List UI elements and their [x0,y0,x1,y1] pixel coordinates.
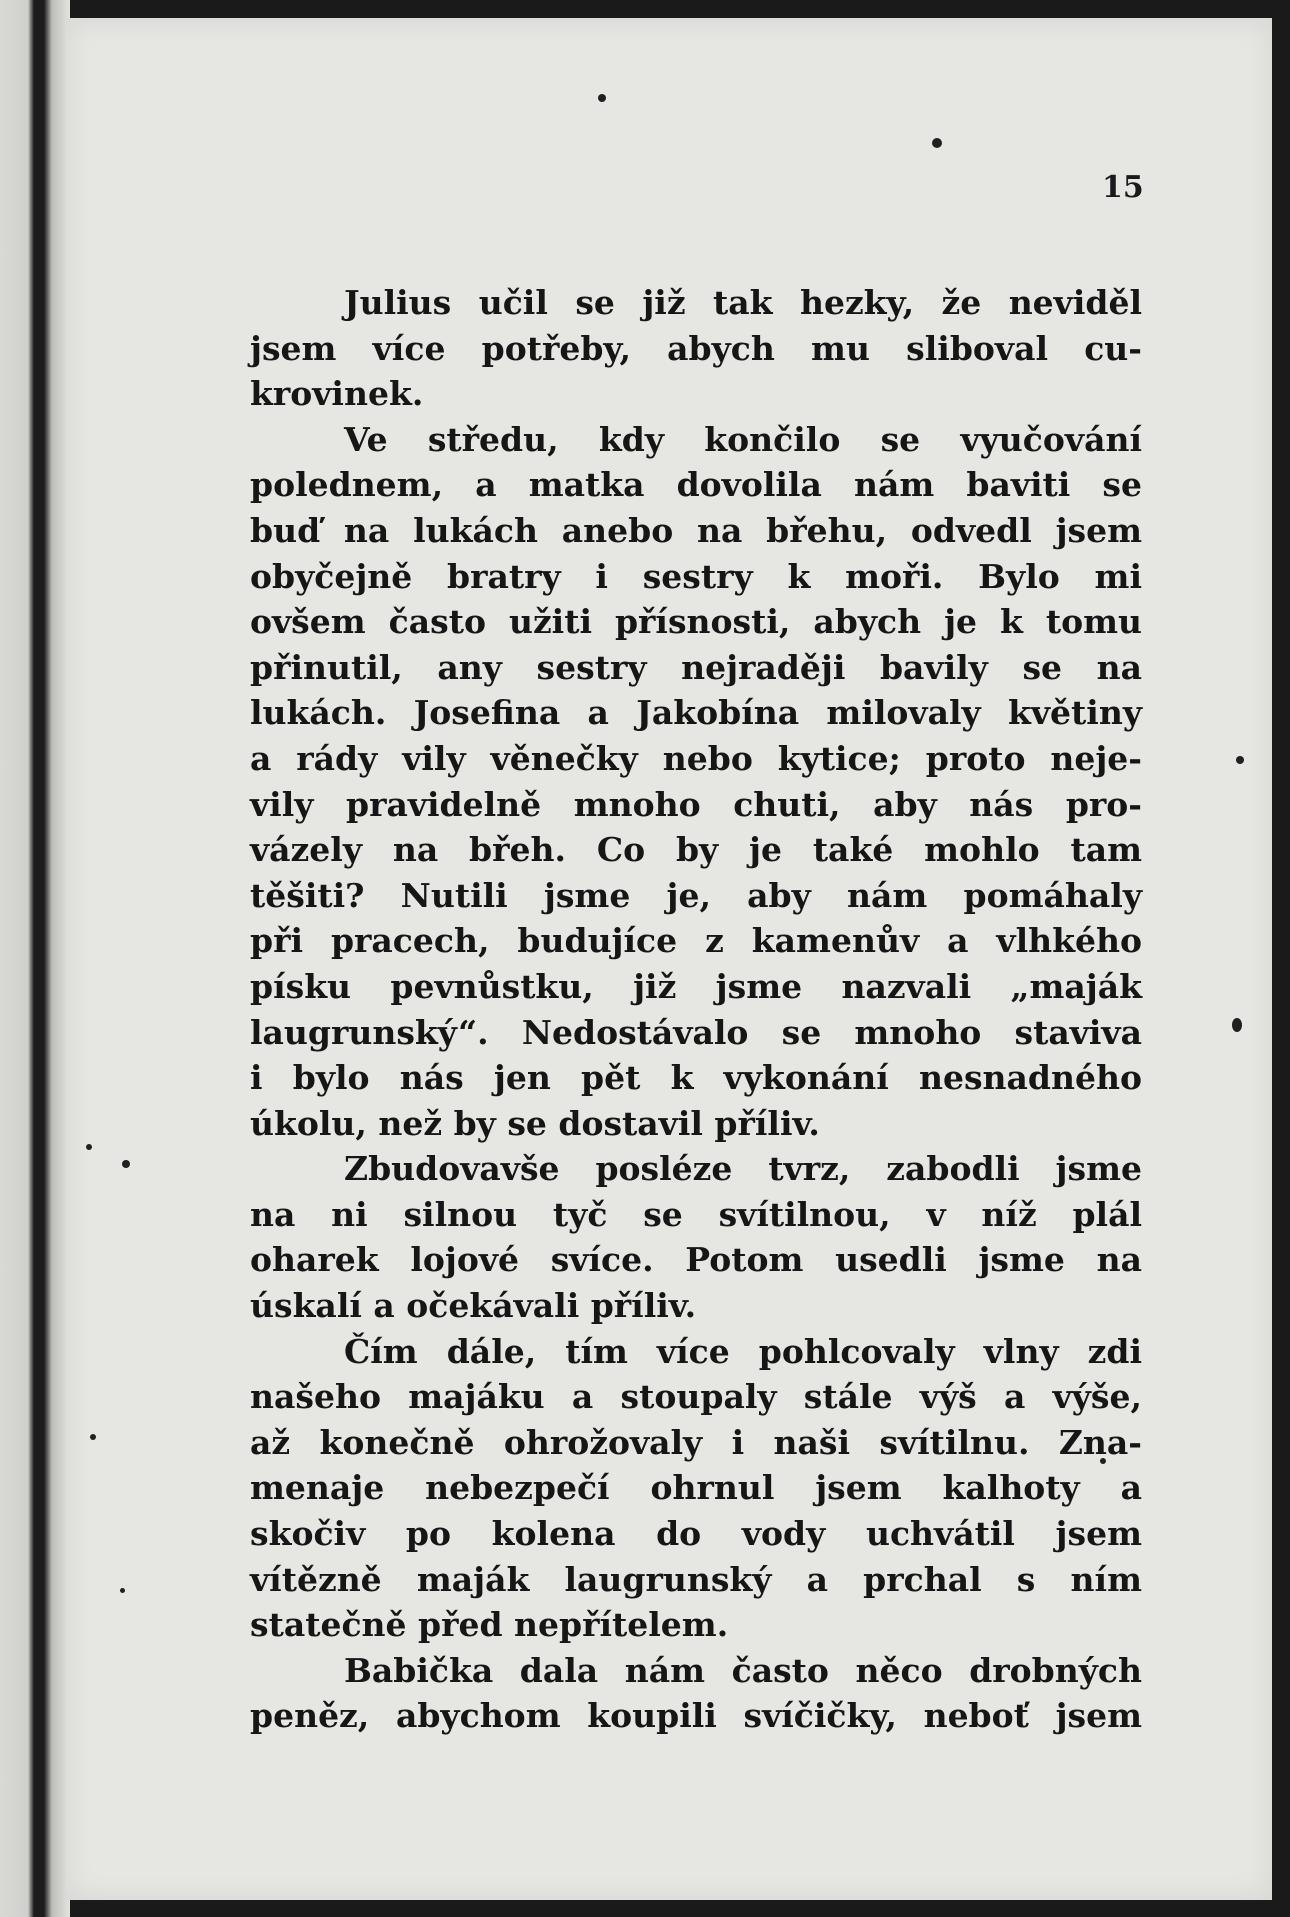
text-line: písku pevnůstku, již jsme nazvali „maják [250,966,1142,1006]
paragraph [250,280,1142,417]
ink-speck [90,1434,96,1440]
text-line: lukách. Josefina a Jakobína milovaly květiny [250,693,1142,733]
ink-speck [120,1588,125,1593]
text-line: na ni silnou tyč se svítilnou, v níž plál [250,1194,1142,1234]
text-line: vázely na břeh. Co by je také mohlo tam [250,830,1142,870]
text-line: polednem, a matka dovolila nám baviti se [250,465,1142,505]
ink-speck [86,1144,92,1150]
text-line: statečně před nepřítelem. [250,1605,729,1645]
text-line: jsem více potřeby, abych mu sliboval cu- [250,328,1142,368]
paragraph [250,1329,1142,1648]
text-line: krovinek. [250,374,424,414]
text-line: úkolu, než by se dostavil příliv. [250,1103,820,1143]
ink-speck [1236,756,1244,764]
text-line: přinutil, any sestry nejraději bavily se na [250,647,1142,687]
text-line: vily pravidelně mnoho chuti, aby nás pro- [250,784,1142,824]
text-line: těšiti? Nutili jsme je, aby nám pomáhaly [250,875,1142,915]
text-line: obyčejně bratry i sestry k moři. Bylo mi [250,556,1142,596]
text-line: při pracech, budujíce z kamenův a vlhkého [250,921,1142,961]
text-line: Julius učil se již tak hezky, že neviděl [344,283,1142,322]
text-line: menaje nebezpečí ohrnul jsem kalhoty a [250,1468,1142,1508]
paragraph [250,1146,1142,1328]
text-line: ovšem často užiti přísnosti, abych je k tomu [250,602,1142,642]
text-line: Čím dále, tím více pohlcovaly vlny zdi [344,1331,1142,1371]
text-line: a rády vily věnečky nebo kytice; proto neje- [250,738,1142,778]
text-line: oharek lojové svíce. Potom usedli jsme na [250,1240,1142,1280]
text-line: úskalí a očekávali příliv. [250,1286,697,1326]
text-line: peněz, abychom koupili svíčičky, neboť jsem [250,1696,1142,1736]
ink-speck [932,138,942,148]
text-line: vítězně maják laugrunský a prchal s ním [250,1559,1142,1599]
text-line: Zbudovavše posléze tvrz, zabodli jsme [344,1149,1142,1189]
text-line: laugrunský“. Nedostávalo se mnoho staviva [250,1012,1142,1052]
book-spine-edge [0,0,70,1917]
text-line: našeho majáku a stoupaly stále výš a výše, [250,1377,1142,1417]
book-page [66,18,1272,1900]
ink-speck [598,94,606,102]
text-line: i bylo nás jen pět k vykonání nesnadného [250,1058,1142,1098]
text-line: skočiv po kolena do vody uchvátil jsem [250,1514,1142,1554]
text-line: buď na lukách anebo na břehu, odvedl jsem [250,510,1142,550]
paragraph [250,417,1142,1147]
page-number: 15 [1102,170,1144,205]
ink-speck [122,1160,130,1168]
paragraph [250,1648,1142,1739]
text-line: až konečně ohrožovaly i naši svítilnu. Zna- [250,1422,1142,1462]
text-line: Ve středu, kdy končilo se vyučování [344,419,1142,459]
ink-speck [1232,1018,1242,1032]
body-text [250,280,1142,1739]
text-line: Babička dala nám často něco drobných [344,1650,1142,1690]
